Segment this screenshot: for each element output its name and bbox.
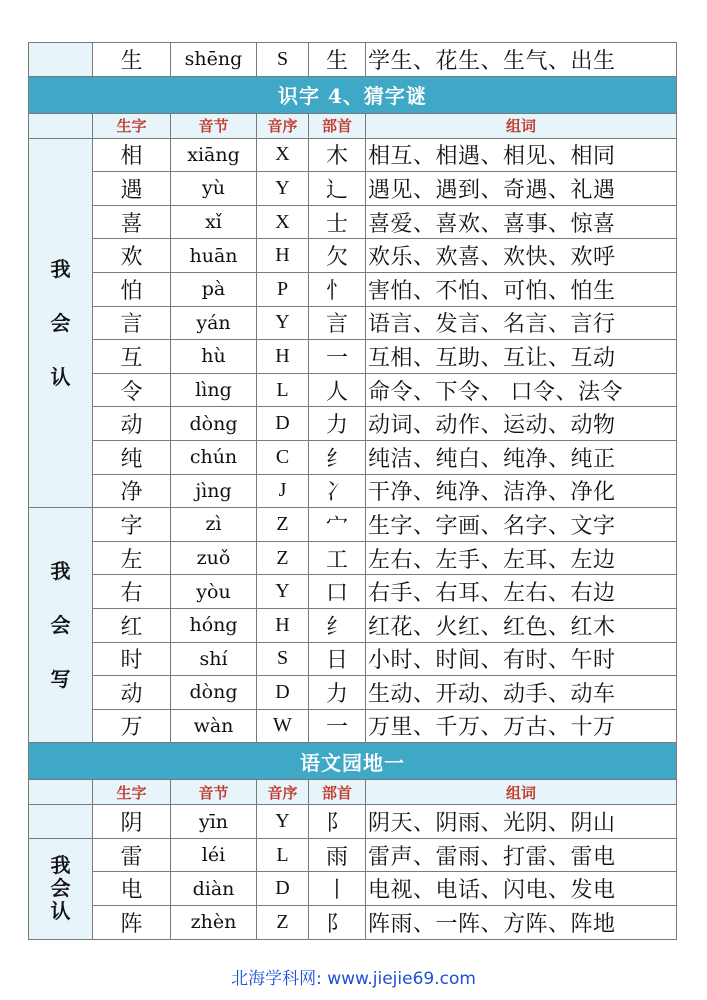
char-cell: 万 — [93, 709, 171, 743]
pinyin-cell: dòng — [171, 407, 257, 441]
index-letter-cell: L — [257, 373, 309, 407]
char-cell: 时 — [93, 642, 171, 676]
index-letter-cell: Y — [257, 306, 309, 340]
table-row — [29, 541, 677, 575]
radical-cell: 纟 — [309, 440, 366, 474]
index-letter-cell: Y — [257, 805, 309, 839]
pinyin-cell: yán — [171, 306, 257, 340]
index-letter-cell: P — [257, 272, 309, 306]
words-cell: 阵雨、一阵、方阵、阵地 — [366, 906, 677, 940]
index-letter-cell: Y — [257, 172, 309, 206]
label-recognize-2-text: 我会认 — [50, 853, 71, 924]
radical-cell: 士 — [309, 205, 366, 239]
site-footer[interactable]: 北海学科网: www.jiejie69.com — [231, 969, 476, 989]
table-row — [29, 407, 677, 441]
table-row — [29, 805, 677, 839]
pinyin-cell: wàn — [171, 709, 257, 743]
header-char: 生字 — [93, 780, 171, 805]
pinyin-cell: zì — [171, 508, 257, 542]
pinyin-cell: jìng — [171, 474, 257, 508]
header-label-cell — [29, 113, 93, 138]
header-radical: 部首 — [309, 780, 366, 805]
section-title-cai-zi-mi-row — [29, 76, 677, 113]
radical-cell: 丨 — [309, 872, 366, 906]
radical-cell: 木 — [309, 138, 366, 172]
pinyin-cell: pà — [171, 272, 257, 306]
label-recognize-text: 我会认 — [50, 256, 71, 389]
label-blank-cell — [29, 43, 93, 77]
header-label-cell — [29, 780, 93, 805]
radical-cell: 力 — [309, 676, 366, 710]
words-cell: 遇见、遇到、奇遇、礼遇 — [366, 172, 677, 206]
header-index: 音序 — [257, 113, 309, 138]
label-recognize — [29, 138, 93, 508]
radical-cell: 一 — [309, 709, 366, 743]
label-recognize-2 — [29, 838, 93, 939]
char-cell: 令 — [93, 373, 171, 407]
words-cell: 阴天、阴雨、光阴、阴山 — [366, 805, 677, 839]
index-letter-cell: J — [257, 474, 309, 508]
char-cell: 红 — [93, 608, 171, 642]
table-row — [29, 340, 677, 374]
char-cell: 互 — [93, 340, 171, 374]
char-cell: 言 — [93, 306, 171, 340]
table-row — [29, 306, 677, 340]
pinyin-cell: shí — [171, 642, 257, 676]
table-row — [29, 474, 677, 508]
column-header-row — [29, 113, 677, 138]
pinyin-cell: zuǒ — [171, 541, 257, 575]
words-cell: 喜爱、喜欢、喜事、惊喜 — [366, 205, 677, 239]
section-title-yuwen-yuandi: 语文园地一 — [29, 743, 677, 780]
pinyin-cell: yù — [171, 172, 257, 206]
words-cell: 学生、花生、生气、出生 — [366, 43, 677, 77]
char-cell: 喜 — [93, 205, 171, 239]
char-cell: 字 — [93, 508, 171, 542]
table-row — [29, 239, 677, 273]
words-cell: 生动、开动、动手、动车 — [366, 676, 677, 710]
char-cell: 相 — [93, 138, 171, 172]
radical-cell: 言 — [309, 306, 366, 340]
pinyin-cell: shēng — [171, 43, 257, 77]
words-cell: 相互、相遇、相见、相同 — [366, 138, 677, 172]
table-row — [29, 508, 677, 542]
char-cell: 雷 — [93, 838, 171, 872]
header-pinyin: 音节 — [171, 780, 257, 805]
table-row — [29, 373, 677, 407]
table-row — [29, 872, 677, 906]
radical-cell: 阝 — [309, 805, 366, 839]
index-letter-cell: C — [257, 440, 309, 474]
pinyin-cell: hù — [171, 340, 257, 374]
char-cell: 右 — [93, 575, 171, 609]
radical-cell: 忄 — [309, 272, 366, 306]
pinyin-cell: xiāng — [171, 138, 257, 172]
words-cell: 雷声、雷雨、打雷、雷电 — [366, 838, 677, 872]
char-cell: 动 — [93, 407, 171, 441]
radical-cell: 雨 — [309, 838, 366, 872]
char-cell: 左 — [93, 541, 171, 575]
label-write-text: 我会写 — [50, 559, 71, 692]
words-cell: 纯洁、纯白、纯净、纯正 — [366, 440, 677, 474]
pinyin-cell: yīn — [171, 805, 257, 839]
pinyin-cell: léi — [171, 838, 257, 872]
words-cell: 互相、互助、互让、互动 — [366, 340, 677, 374]
index-letter-cell: Y — [257, 575, 309, 609]
words-cell: 生字、字画、名字、文字 — [366, 508, 677, 542]
char-cell: 怕 — [93, 272, 171, 306]
table-row — [29, 205, 677, 239]
header-words: 组词 — [366, 780, 677, 805]
char-cell: 动 — [93, 676, 171, 710]
index-letter-cell: X — [257, 205, 309, 239]
words-cell: 语言、发言、名言、言行 — [366, 306, 677, 340]
table-row — [29, 642, 677, 676]
radical-cell: 工 — [309, 541, 366, 575]
header-char: 生字 — [93, 113, 171, 138]
table-row — [29, 43, 677, 77]
radical-cell: 人 — [309, 373, 366, 407]
words-cell: 右手、右耳、左右、右边 — [366, 575, 677, 609]
words-cell: 动词、动作、运动、动物 — [366, 407, 677, 441]
index-letter-cell: D — [257, 872, 309, 906]
char-cell: 纯 — [93, 440, 171, 474]
header-index: 音序 — [257, 780, 309, 805]
column-header-row — [29, 780, 677, 805]
radical-cell: 力 — [309, 407, 366, 441]
char-cell: 阴 — [93, 805, 171, 839]
pinyin-cell: hóng — [171, 608, 257, 642]
table-row — [29, 608, 677, 642]
radical-cell: 一 — [309, 340, 366, 374]
pinyin-cell: diàn — [171, 872, 257, 906]
table-row — [29, 172, 677, 206]
pinyin-cell: chún — [171, 440, 257, 474]
index-letter-cell: H — [257, 608, 309, 642]
radical-cell: 日 — [309, 642, 366, 676]
radical-cell: 宀 — [309, 508, 366, 542]
index-letter-cell: Z — [257, 541, 309, 575]
label-write — [29, 508, 93, 743]
index-letter-cell: H — [257, 340, 309, 374]
header-radical: 部首 — [309, 113, 366, 138]
radical-cell: 阝 — [309, 906, 366, 940]
index-letter-cell: H — [257, 239, 309, 273]
words-cell: 万里、千万、万古、十万 — [366, 709, 677, 743]
pinyin-cell: xǐ — [171, 205, 257, 239]
index-letter-cell: S — [257, 43, 309, 77]
table-row — [29, 138, 677, 172]
section-title-cai-zi-mi: 识字 4、猜字谜 — [29, 76, 677, 113]
index-letter-cell: W — [257, 709, 309, 743]
index-letter-cell: L — [257, 838, 309, 872]
index-letter-cell: S — [257, 642, 309, 676]
index-letter-cell: Z — [257, 906, 309, 940]
vocabulary-table — [28, 42, 677, 940]
index-letter-cell: Z — [257, 508, 309, 542]
radical-cell: 欠 — [309, 239, 366, 273]
label-blank-cell — [29, 805, 93, 839]
pinyin-cell: zhèn — [171, 906, 257, 940]
table-row — [29, 906, 677, 940]
radical-cell: 辶 — [309, 172, 366, 206]
words-cell: 红花、火红、红色、红木 — [366, 608, 677, 642]
section-title-yuwen-yuandi-row — [29, 743, 677, 780]
words-cell: 干净、纯净、洁净、净化 — [366, 474, 677, 508]
radical-cell: 生 — [309, 43, 366, 77]
words-cell: 害怕、不怕、可怕、怕生 — [366, 272, 677, 306]
words-cell: 命令、下令、 口令、法令 — [366, 373, 677, 407]
pinyin-cell: lìng — [171, 373, 257, 407]
words-cell: 小时、时间、有时、午时 — [366, 642, 677, 676]
radical-cell: 口 — [309, 575, 366, 609]
pinyin-cell: dòng — [171, 676, 257, 710]
words-cell: 电视、电话、闪电、发电 — [366, 872, 677, 906]
index-letter-cell: D — [257, 407, 309, 441]
pinyin-cell: huān — [171, 239, 257, 273]
radical-cell: 纟 — [309, 608, 366, 642]
char-cell: 遇 — [93, 172, 171, 206]
index-letter-cell: D — [257, 676, 309, 710]
char-cell: 阵 — [93, 906, 171, 940]
table-row — [29, 575, 677, 609]
radical-cell: 冫 — [309, 474, 366, 508]
table-row — [29, 272, 677, 306]
char-cell: 欢 — [93, 239, 171, 273]
char-cell: 净 — [93, 474, 171, 508]
char-cell: 生 — [93, 43, 171, 77]
words-cell: 欢乐、欢喜、欢快、欢呼 — [366, 239, 677, 273]
words-cell: 左右、左手、左耳、左边 — [366, 541, 677, 575]
table-row — [29, 838, 677, 872]
index-letter-cell: X — [257, 138, 309, 172]
table-row — [29, 676, 677, 710]
header-words: 组词 — [366, 113, 677, 138]
table-row — [29, 709, 677, 743]
table-row — [29, 440, 677, 474]
char-cell: 电 — [93, 872, 171, 906]
pinyin-cell: yòu — [171, 575, 257, 609]
header-pinyin: 音节 — [171, 113, 257, 138]
